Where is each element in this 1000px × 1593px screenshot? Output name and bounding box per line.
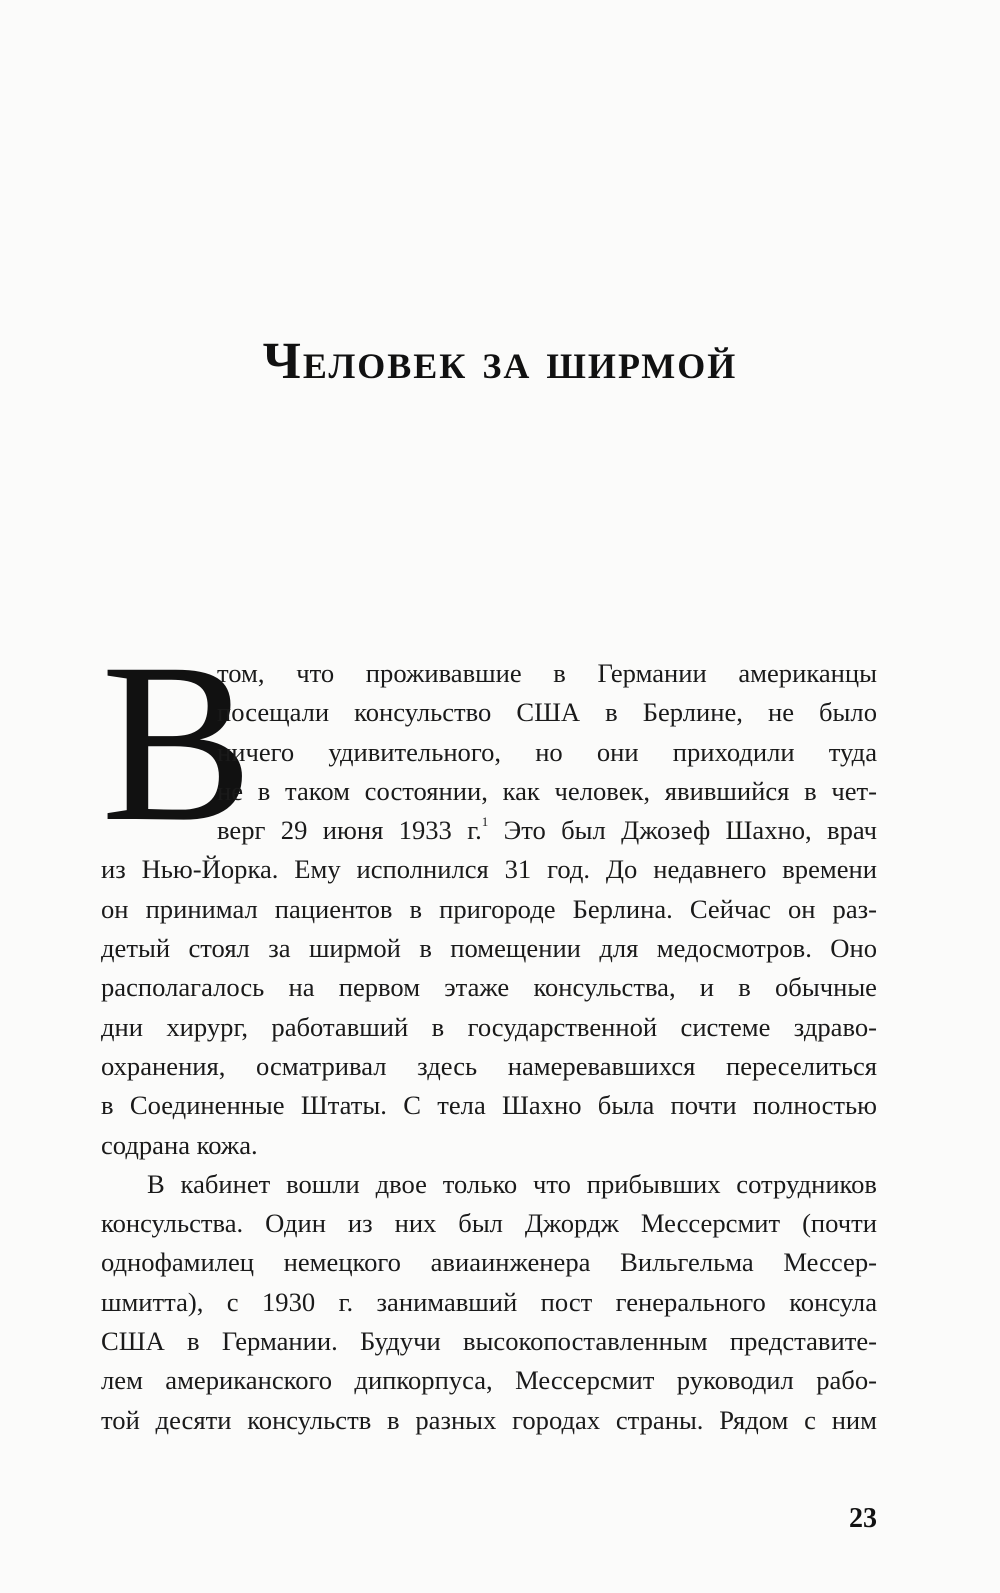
text-line: охранения, осматривал здесь намеревавшихся переселиться: [101, 1050, 877, 1081]
text-line: однофамилец немецкого авиаинженера Вильгельма Мессер-: [101, 1247, 877, 1278]
footnote-marker: 1: [481, 814, 489, 830]
text-line: [101, 811, 877, 850]
text-line: той десяти консульств в разных городах страны. Рядом с ним: [101, 1404, 877, 1435]
text-fragment: Это был Джозеф Шахно, врач: [488, 815, 877, 846]
text-line: дни хирург, работавший в государственной системе здраво-: [101, 1011, 877, 1042]
text-line: том, что проживавшие в Германии американцы: [217, 658, 877, 688]
text-line: не в таком состоянии, как человек, явившийся в чет-: [217, 775, 877, 806]
text-line: располагалось на первом этаже консульства, и в обычные: [101, 972, 877, 1003]
text-line: В кабинет вошли двое только что прибывших сотрудников: [147, 1168, 877, 1199]
text-line: содрана кожа.: [101, 1129, 258, 1160]
text-line: посещали консульство США в Берлине, не было: [217, 697, 877, 728]
text-line: ничего удивительного, но они приходили туда: [217, 736, 877, 767]
text-line: в Соединенные Штаты. С тела Шахно была почти полностью: [101, 1090, 877, 1121]
text-line: шмитта), с 1930 г. занимавший пост генерального консула: [101, 1286, 877, 1317]
chapter-title: Человек за ширмой: [262, 333, 738, 390]
text-line: из Нью-Йорка. Ему исполнился 31 год. До недавнего времени: [101, 854, 877, 885]
text-line: консульства. Один из них был Джордж Мессерсмит (почти: [101, 1208, 877, 1239]
page-number: 23: [849, 1503, 877, 1534]
text-line: детый стоял за ширмой в помещении для медосмотров. Оно: [101, 933, 877, 964]
text-line: лем американского дипкорпуса, Мессерсмит руководил рабо-: [101, 1365, 877, 1396]
text-line: США в Германии. Будучи высокопоставленным представите-: [101, 1326, 877, 1357]
body-text: [101, 654, 877, 1440]
text-fragment: верг 29 июня 1933 г.: [217, 815, 482, 846]
drop-cap: В: [101, 617, 254, 869]
text-line: он принимал пациентов в пригороде Берлина. Сейчас он раз-: [101, 893, 877, 924]
